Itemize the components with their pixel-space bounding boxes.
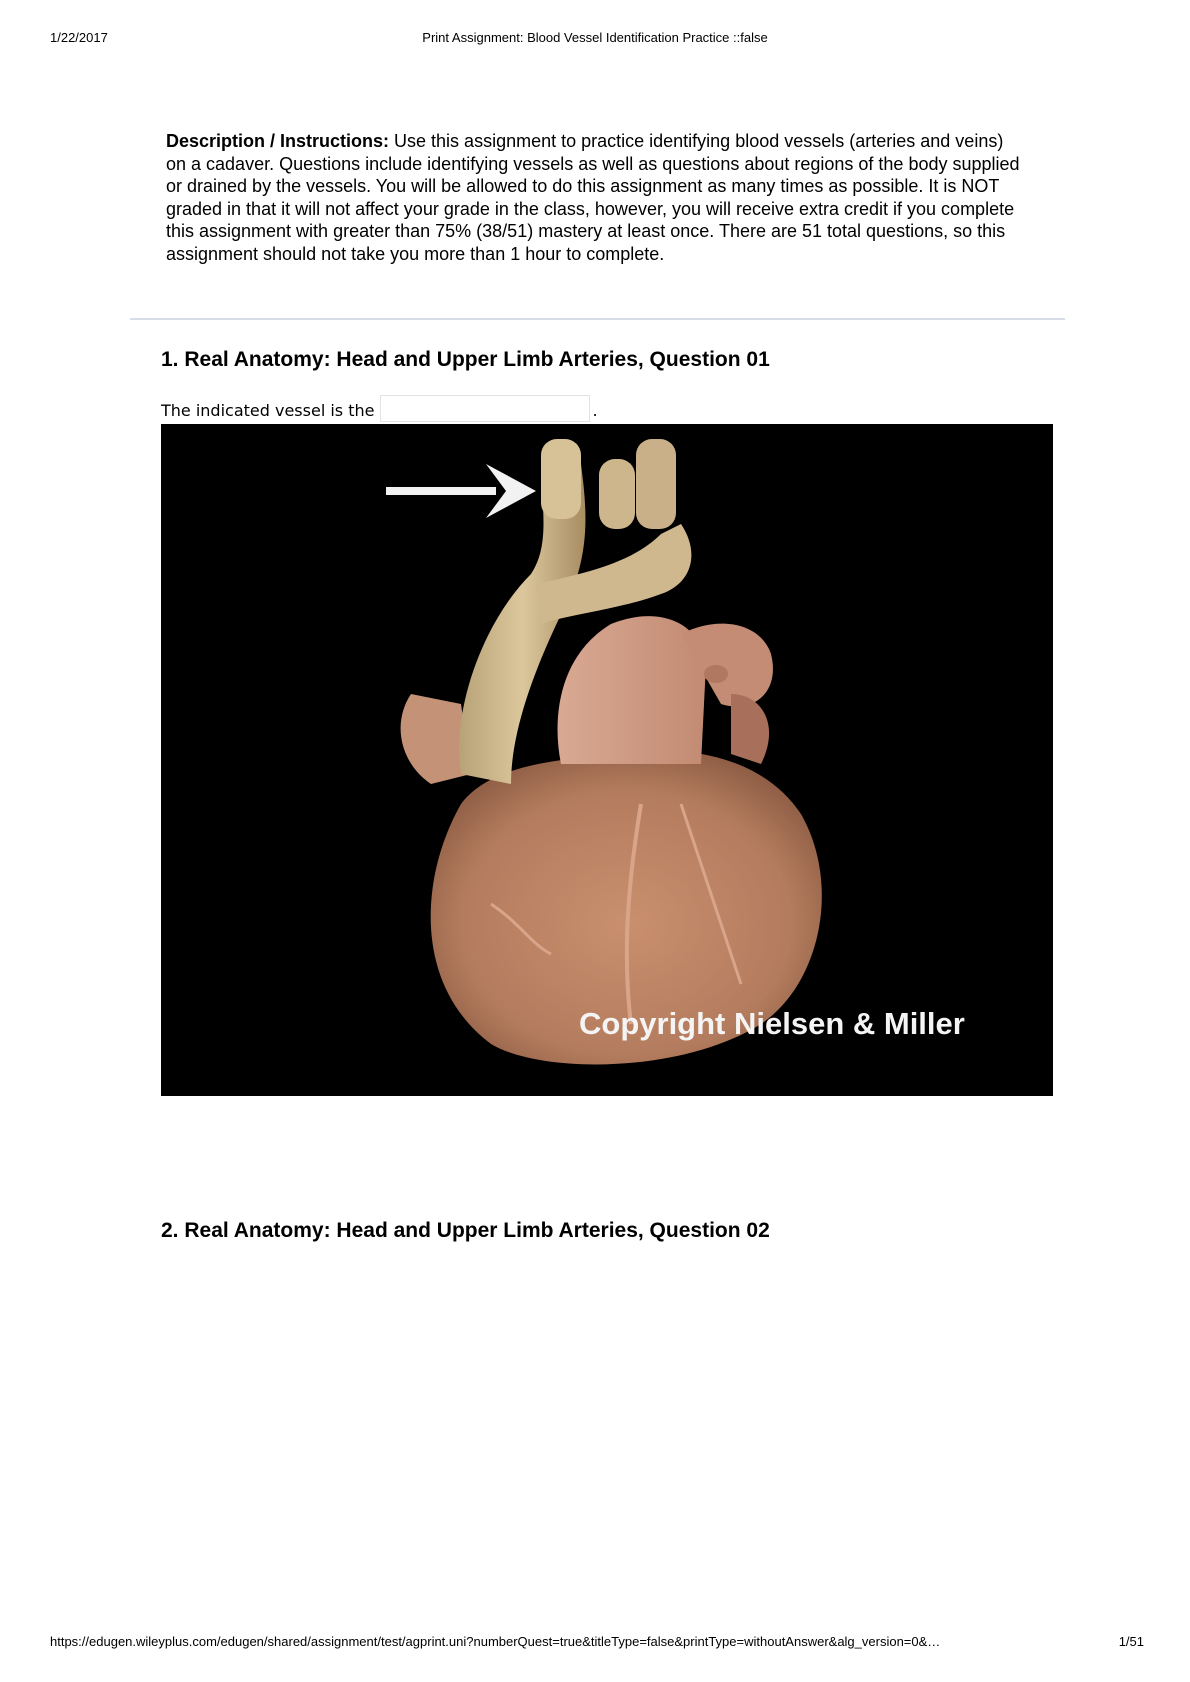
page-number: 1/51 xyxy=(1118,1634,1144,1649)
description-text: Use this assignment to practice identifying blood vessels (arteries and veins) on a cadaver. Questions include identifying vessels as well as questions about regions of the body supplied or drained by the vessels. You will be allowed to do this assignment as many times as possible. It is NOT graded in that it will not affect your grade in the class, however, you will receive extra credit if you complete this assignment with greater than 75% (38/51) mastery at least once. There are 51 total questions, so this assignment should not take you more than 1 hour to complete. xyxy=(166,131,1020,264)
prompt-period: . xyxy=(592,401,598,420)
print-title: Print Assignment: Blood Vessel Identification Practice ::false xyxy=(422,30,768,45)
print-date: 1/22/2017 xyxy=(50,30,108,45)
question-2-title: 2. Real Anatomy: Head and Upper Limb Arteries, Question 02 xyxy=(161,1219,770,1242)
question-1-prompt xyxy=(161,392,598,422)
description-label: Description / Instructions: xyxy=(166,131,390,151)
question-1-figure xyxy=(161,424,1053,1096)
print-header xyxy=(0,30,1190,48)
assignment-description xyxy=(166,130,1026,266)
answer-input[interactable] xyxy=(380,395,590,422)
heart-image xyxy=(161,424,1053,1096)
copyright-text: Copyright Nielsen & Miller xyxy=(579,1006,965,1041)
question-1-title: 1. Real Anatomy: Head and Upper Limb Arteries, Question 01 xyxy=(161,348,770,371)
print-url: https://edugen.wileyplus.com/edugen/shared/assignment/test/agprint.uni?numberQuest=true&titleType=false&printType=withoutAnswer&alg_version=0&… xyxy=(50,1634,941,1649)
prompt-text: The indicated vessel is the xyxy=(161,401,375,420)
section-divider xyxy=(130,318,1065,320)
print-footer xyxy=(0,1634,1190,1652)
